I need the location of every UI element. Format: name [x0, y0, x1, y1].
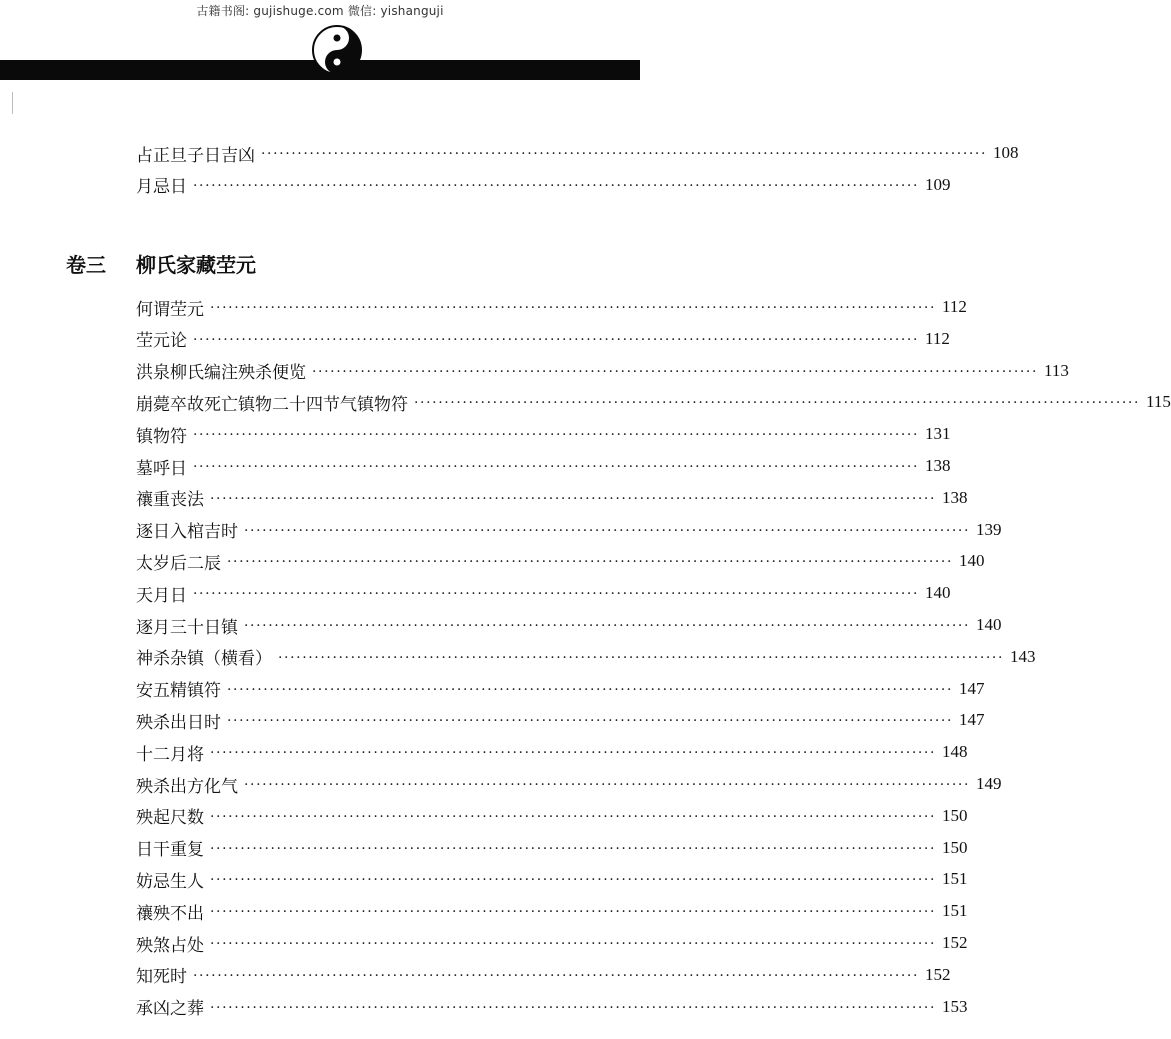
toc-entry-title: 何谓茔元 — [136, 299, 204, 320]
toc-entry-title: 承凶之葬 — [136, 999, 204, 1020]
toc-entry-page: 140 — [925, 583, 951, 603]
toc-entry-title: 逐月三十日镇 — [136, 617, 238, 638]
toc-dot-leader: ························································································································ — [210, 999, 937, 1016]
chapter-number: 卷三 — [66, 253, 106, 277]
toc-entry — [136, 677, 985, 702]
toc-entry-title: 洪泉柳氏编注殃杀便览 — [136, 363, 306, 384]
toc-dot-leader: ························································································································ — [312, 363, 1039, 380]
toc-entry-title: 镇物符 — [136, 426, 187, 447]
toc-entry-page: 140 — [959, 551, 985, 571]
toc-entry — [136, 963, 951, 988]
toc-entry-page: 143 — [1010, 646, 1036, 666]
toc-dot-leader: ························································································································ — [278, 649, 1005, 666]
toc-entry — [136, 549, 985, 574]
toc-dot-leader: ························································································································ — [210, 872, 937, 889]
toc-dot-leader: ························································································································ — [210, 808, 937, 825]
toc-dot-leader: ························································································································ — [193, 967, 920, 984]
chapter-heading — [66, 249, 256, 278]
toc-dot-leader: ························································································································ — [210, 300, 937, 316]
margin-mark — [12, 92, 13, 114]
toc-dot-leader: ························································································································ — [244, 777, 971, 793]
toc-entry-title: 墓呼日 — [136, 458, 187, 479]
toc-entry — [136, 518, 1002, 543]
toc-entry — [136, 931, 968, 956]
toc-dot-leader: ························································································································ — [244, 618, 971, 634]
toc-entry — [136, 390, 1171, 415]
toc-entry-page: 112 — [925, 328, 950, 348]
toc-entry-page: 152 — [925, 964, 951, 984]
toc-entry — [136, 740, 968, 765]
toc-entry — [136, 295, 967, 320]
toc-dot-leader: ························································································································ — [210, 745, 937, 762]
toc-entry-page: 140 — [976, 615, 1002, 634]
toc-entry-title: 禳殃不出 — [136, 903, 204, 924]
toc-entry-page: 152 — [942, 933, 968, 952]
toc-dot-leader: ························································································································ — [261, 146, 988, 162]
toc-entry-title: 太岁后二辰 — [136, 553, 221, 574]
toc-entry — [136, 772, 1002, 797]
toc-entry-title: 殃杀出日时 — [136, 712, 221, 733]
toc-entry-page: 148 — [942, 742, 968, 762]
toc-entry — [136, 327, 950, 352]
toc-entry-page: 139 — [976, 519, 1002, 539]
toc-entry-title: 殃起尺数 — [136, 808, 204, 829]
toc-entry-page: 109 — [925, 174, 951, 194]
toc-entry-page: 112 — [942, 297, 967, 316]
watermark-text: 古籍书阁: gujishuge.com 微信: yishanguji — [196, 4, 444, 18]
toc-entry-page: 150 — [942, 805, 968, 825]
toc-entry-page: 151 — [942, 869, 968, 889]
toc-entry — [136, 995, 968, 1020]
toc-entry-title: 殃杀出方化气 — [136, 776, 238, 797]
toc-dot-leader: ························································································································ — [244, 522, 971, 539]
toc-entry-title: 禳重丧法 — [136, 490, 204, 511]
toc-dot-leader: ························································································································ — [193, 427, 920, 444]
toc-entry-page: 138 — [942, 487, 968, 507]
toc-entry-title: 神杀杂镇（横看） — [136, 649, 272, 670]
toc-entry-title: 茔元论 — [136, 331, 187, 352]
toc-dot-leader: ························································································································ — [210, 490, 937, 507]
toc-dot-leader: ························································································································ — [210, 936, 937, 952]
toc-entry-title: 占正旦子日吉凶 — [136, 145, 255, 166]
toc-entry — [136, 836, 968, 861]
toc-entry-title: 知死时 — [136, 967, 187, 988]
toc-entry-title: 十二月将 — [136, 744, 204, 765]
toc-dot-leader: ························································································································ — [210, 904, 937, 921]
toc-dot-leader: ························································································································ — [414, 395, 1141, 412]
toc-entry-page: 115 — [1146, 392, 1171, 412]
toc-entry-page: 150 — [942, 837, 968, 857]
toc-entry — [136, 867, 968, 892]
toc-entry — [136, 359, 1069, 384]
toc-entry — [136, 581, 951, 606]
toc-entry — [136, 708, 985, 733]
toc-entry-title: 天月日 — [136, 585, 187, 606]
toc-entry-page: 113 — [1044, 360, 1069, 380]
toc-entry — [136, 486, 968, 511]
toc-entry-page: 151 — [942, 901, 968, 921]
chapter-title: 柳氏家藏茔元 — [136, 253, 256, 277]
toc-entry — [136, 422, 951, 447]
toc-entry — [136, 613, 1002, 638]
toc-entry — [136, 141, 1019, 166]
toc-entry-title: 殃煞占处 — [136, 935, 204, 956]
toc-entry-page: 147 — [959, 710, 985, 730]
toc-entry — [136, 454, 951, 479]
toc-dot-leader: ························································································································ — [227, 681, 954, 698]
toc-entry — [136, 173, 951, 198]
toc-entry — [136, 899, 968, 924]
toc-dot-leader: ························································································································ — [227, 554, 954, 571]
toc-entry-page: 108 — [993, 143, 1019, 162]
toc-dot-leader: ························································································································ — [210, 840, 937, 857]
toc-entry-title: 安五精镇符 — [136, 681, 221, 702]
toc-entry-title: 崩薨卒故死亡镇物二十四节气镇物符 — [136, 394, 408, 415]
toc-dot-leader: ························································································································ — [193, 586, 920, 603]
toc-entry-title: 月忌日 — [136, 177, 187, 198]
toc-dot-leader: ························································································································ — [193, 331, 920, 348]
toc-entry-title: 日干重复 — [136, 840, 204, 861]
yin-yang-icon — [312, 25, 362, 75]
toc-entry-title: 妨忌生人 — [136, 871, 204, 892]
toc-entry — [136, 804, 968, 829]
toc-dot-leader: ························································································································ — [193, 459, 920, 475]
toc-entry-page: 147 — [959, 678, 985, 698]
toc-entry-page: 138 — [925, 456, 951, 475]
toc-dot-leader: ························································································································ — [227, 713, 954, 730]
toc-entry-page: 153 — [942, 996, 968, 1016]
toc-entry-page: 131 — [925, 424, 951, 444]
toc-entry-title: 逐日入棺吉时 — [136, 522, 238, 543]
toc-entry-page: 149 — [976, 774, 1002, 793]
toc-dot-leader: ························································································································ — [193, 177, 920, 194]
toc-entry — [136, 645, 1036, 670]
